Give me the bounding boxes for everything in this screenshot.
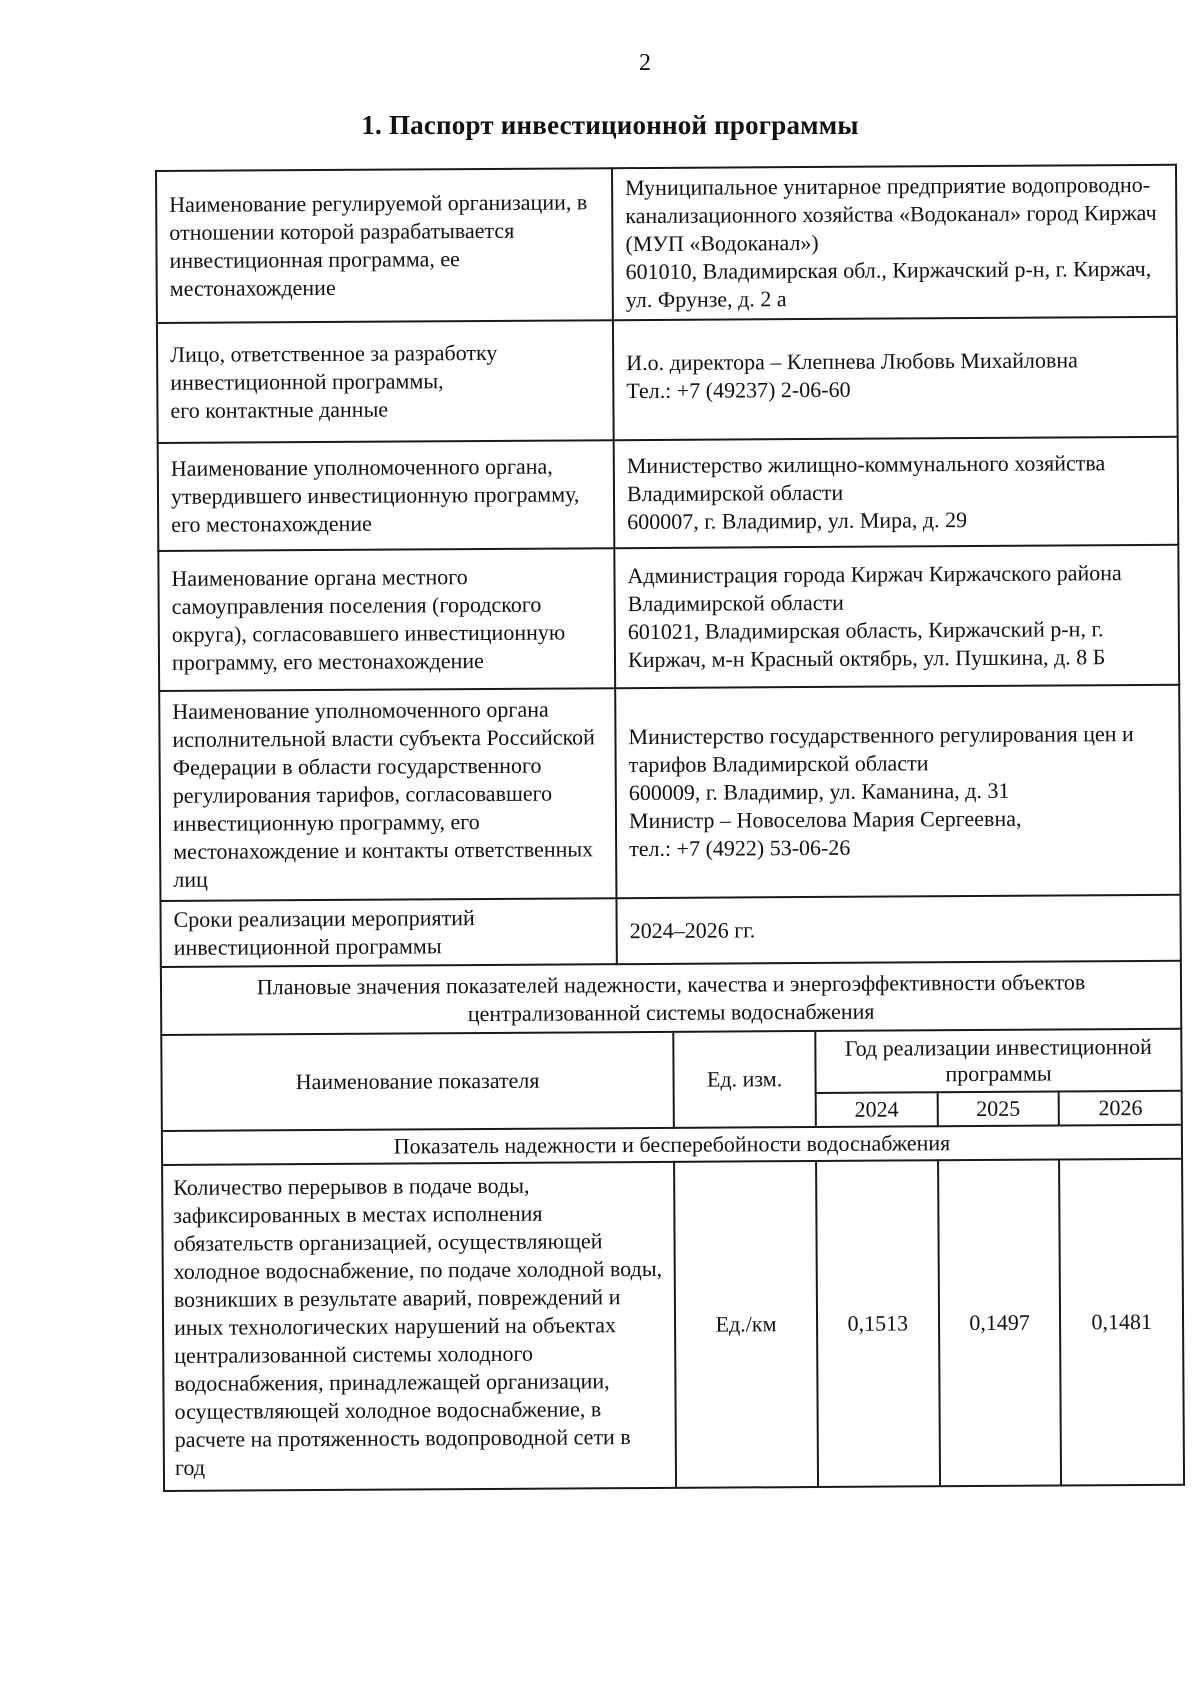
header-unit: Ед. изм.: [673, 1032, 816, 1128]
passport-table: [155, 164, 1185, 1492]
page-number: 2: [639, 50, 651, 76]
passport-label: Наименование органа местного самоуправления поселения (городского округа), согласовавшего инвестиционную программу, его местонахождение: [158, 548, 615, 691]
indicators-section-header: [161, 961, 1181, 1035]
header-year: 2025: [937, 1091, 1059, 1126]
indicators-table-row: [161, 1029, 1184, 1491]
indicator-value-2025: 0,1497: [938, 1159, 1062, 1485]
indicator-value-2026: 0,1481: [1059, 1159, 1183, 1485]
header-year: 2026: [1059, 1091, 1181, 1126]
passport-row-local-government: [158, 545, 1179, 691]
indicators-section-title: Плановые значения показателей надежности, качества и энергоэффективности объектов централизованной системы водоснабжения: [161, 961, 1181, 1035]
header-years-group: Год реализации инвестиционной программы: [815, 1030, 1180, 1093]
indicator-unit: Ед./км: [674, 1161, 818, 1487]
passport-row-tariff-authority: [159, 685, 1180, 901]
passport-row-approving-authority: [158, 437, 1179, 551]
passport-label: Наименование уполномоченного органа исполнительной власти субъекта Российской Федерации в области государственного регулирования тарифов, согласовавшего инвестиционную программу, его местонахождение и контакты ответственных лиц: [159, 688, 616, 901]
document-title: 1. Паспорт инвестиционной программы: [361, 110, 859, 140]
indicators-table: [162, 1030, 1183, 1490]
passport-value: Муниципальное унитарное предприятие водопроводно-канализационного хозяйства «Водоканал» город Киржач (МУП «Водоканал») 601010, Владимирская обл., Киржачский р-н, г. Киржач, ул. Фрунзе, д. 2 а: [612, 165, 1177, 320]
indicators-header-row: [162, 1030, 1180, 1097]
indicator-value-2024: 0,1513: [816, 1160, 940, 1486]
header-year: 2024: [816, 1092, 938, 1127]
indicator-name: Количество перерывов в подаче воды, зафиксированных в местах исполнения обязательств организацией, осуществляющей холодное водоснабжение, по подаче холодной воды, возникших в результате аварий, повреждений и иных технологических нарушений на объектах централизованной системы холодного водоснабжения, принадлежащей организации, осуществляющей холодное водоснабжение, в расчете на протяженность водопроводной сети в год: [163, 1162, 676, 1490]
passport-row-organization: [156, 165, 1177, 323]
passport-value: Министерство государственного регулирования цен и тарифов Владимирской области 600009, г. Владимир, ул. Каманина, д. 31 Министр – Новоселова Мария Сергеевна, тел.: +7 (4922) 53-06-26: [615, 685, 1180, 898]
passport-label: Наименование уполномоченного органа, утвердившего инвестиционную программу, его местонахождение: [158, 440, 615, 551]
indicators-table-container: [161, 1029, 1184, 1491]
passport-label: Наименование регулируемой организации, в отношении которой разрабатывается инвестиционная программа, ее местонахождение: [156, 168, 613, 323]
passport-value: 2024–2026 гг.: [616, 895, 1180, 964]
passport-label: Сроки реализации мероприятий инвестиционной программы: [160, 898, 616, 967]
indicator-row: [163, 1159, 1183, 1490]
passport-row-implementation-period: [160, 895, 1180, 967]
header-indicator-name: Наименование показателя: [162, 1033, 674, 1131]
passport-value: Министерство жилищно-коммунального хозяйства Владимирской области 600007, г. Владимир, ул. Мира, д. 29: [614, 437, 1179, 548]
passport-row-responsible-person: [157, 317, 1178, 443]
passport-value: Администрация города Киржач Киржачского района Владимирской области 601021, Владимирская область, Киржачский р-н, г. Киржач, м-н Красный октябрь, ул. Пушкина, д. 8 Б: [614, 545, 1179, 688]
indicators-subsection-title: Показатель надежности и бесперебойности водоснабжения: [163, 1125, 1181, 1165]
passport-value: И.о. директора – Клепнева Любовь Михайловна Тел.: +7 (49237) 2-06-60: [613, 317, 1178, 440]
passport-label: Лицо, ответственное за разработку инвестиционной программы, его контактные данные: [157, 320, 614, 443]
